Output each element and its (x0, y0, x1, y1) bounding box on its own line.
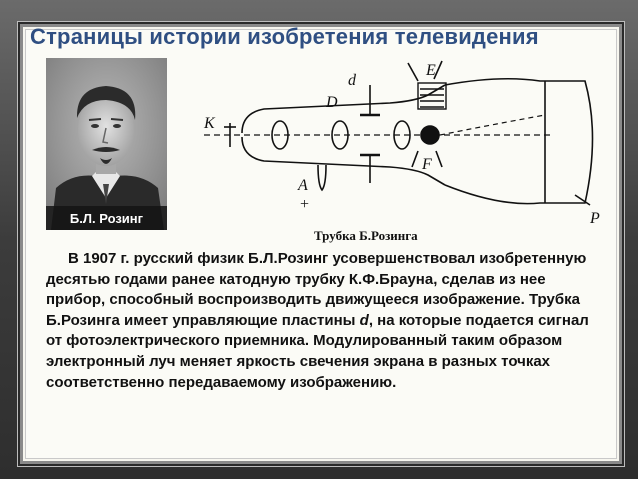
portrait-image (46, 58, 167, 230)
body-text-part2: , на которые подается сигнал от фотоэлектрического приемника. Модулированный таким образом электронный луч меняет яркость свечения экрана в разных точках соответственно передаваемому изображению. (46, 311, 589, 391)
diagram-caption: Трубка Б.Розинга (314, 228, 418, 243)
portrait-caption: Б.Л. Розинг (46, 206, 167, 230)
slide-title: Страницы истории изобретения телевидения (30, 24, 539, 49)
label-P: P (590, 210, 600, 227)
body-text-part1: В 1907 г. русский физик Б.Л.Розинг усовершенствовал изобретенную десятью годами ранее катодную трубку К.Ф.Брауна, сделав из нее прибор, способный воспроизводить движущееся изображение. Трубка Б.Розинга имеет управляющие пластины (46, 250, 587, 329)
portrait-photo (46, 58, 167, 230)
rosing-tube-diagram (190, 55, 610, 230)
label-D: D (326, 94, 338, 111)
label-F: F (422, 156, 432, 173)
label-E: E (426, 62, 436, 79)
label-K: K (204, 115, 215, 132)
body-text-italic: d (359, 311, 369, 329)
tube-drawing (190, 55, 610, 230)
label-d: d (348, 72, 356, 89)
body-paragraph (46, 249, 606, 393)
label-plus: + (300, 196, 310, 213)
label-A: A (298, 177, 308, 194)
